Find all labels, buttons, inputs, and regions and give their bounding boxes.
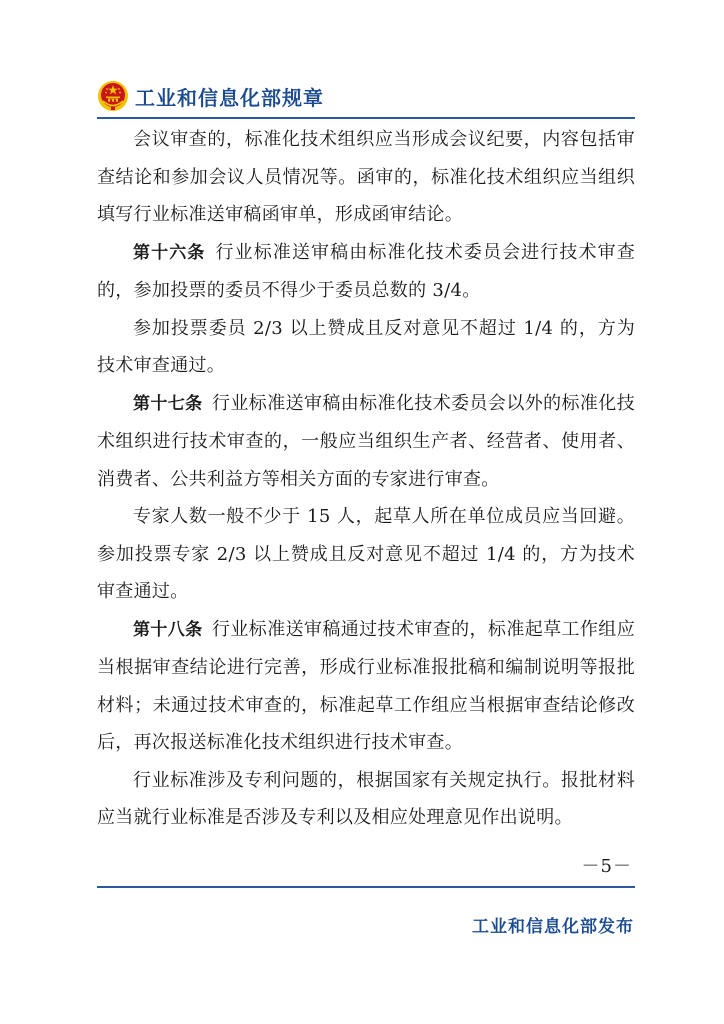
page-header (97, 78, 324, 114)
paragraph (97, 121, 635, 234)
paragraph (97, 310, 635, 385)
article-label: 第十七条 (133, 393, 203, 414)
paragraph (97, 234, 635, 310)
paragraph-text: 行业标准送审稿由标准化技术委员会进行技术审查的，参加投票的委员不得少于委员总数的 3/4。 (97, 241, 635, 301)
paragraph-text: 行业标准涉及专利问题的，根据国家有关规定执行。报批材料应当就行业标准是否涉及专利以及相应处理意见作出说明。 (97, 769, 635, 828)
header-title: 工业和信息化部规章 (135, 85, 324, 110)
footer-divider (97, 886, 635, 888)
page-number: －5－ (581, 856, 632, 877)
paragraph-text: 参加投票委员 2/3 以上赞成且反对意见不超过 1/4 的，方为技术审查通过。 (97, 317, 635, 376)
paragraph-text: 行业标准送审稿由标准化技术委员会以外的标准化技术组织进行技术审查的，一般应当组织生产者、经营者、使用者、消费者、公共利益方等相关方面的专家进行审查。 (97, 392, 635, 490)
paragraph (97, 498, 635, 611)
paragraph-text: 会议审查的，标准化技术组织应当形成会议纪要，内容包括审查结论和参加会议人员情况等。函审的，标准化技术组织应当组织填写行业标准送审稿函审单，形成函审结论。 (97, 129, 635, 225)
paragraph (97, 385, 635, 499)
header-divider (97, 117, 635, 119)
article-label: 第十八条 (133, 619, 203, 640)
paragraph-text: 行业标准送审稿通过技术审查的，标准起草工作组应当根据审查结论进行完善，形成行业标准报批稿和编制说明等报批材料；未通过技术审查的，标准起草工作组应当根据审查结论修改后，再次报送标准化技术组织进行技术审查。 (97, 618, 635, 753)
paragraph-text: 专家人数一般不少于 15 人，起草人所在单位成员应当回避。参加投票专家 2/3 以上赞成且反对意见不超过 1/4 的，方为技术审查通过。 (97, 506, 635, 602)
paragraph (97, 611, 635, 762)
footer-publisher: 工业和信息化部发布 (472, 917, 634, 937)
paragraph (97, 762, 635, 837)
article-label: 第十六条 (133, 242, 206, 263)
document-body (97, 121, 635, 837)
national-emblem-icon (97, 80, 129, 112)
